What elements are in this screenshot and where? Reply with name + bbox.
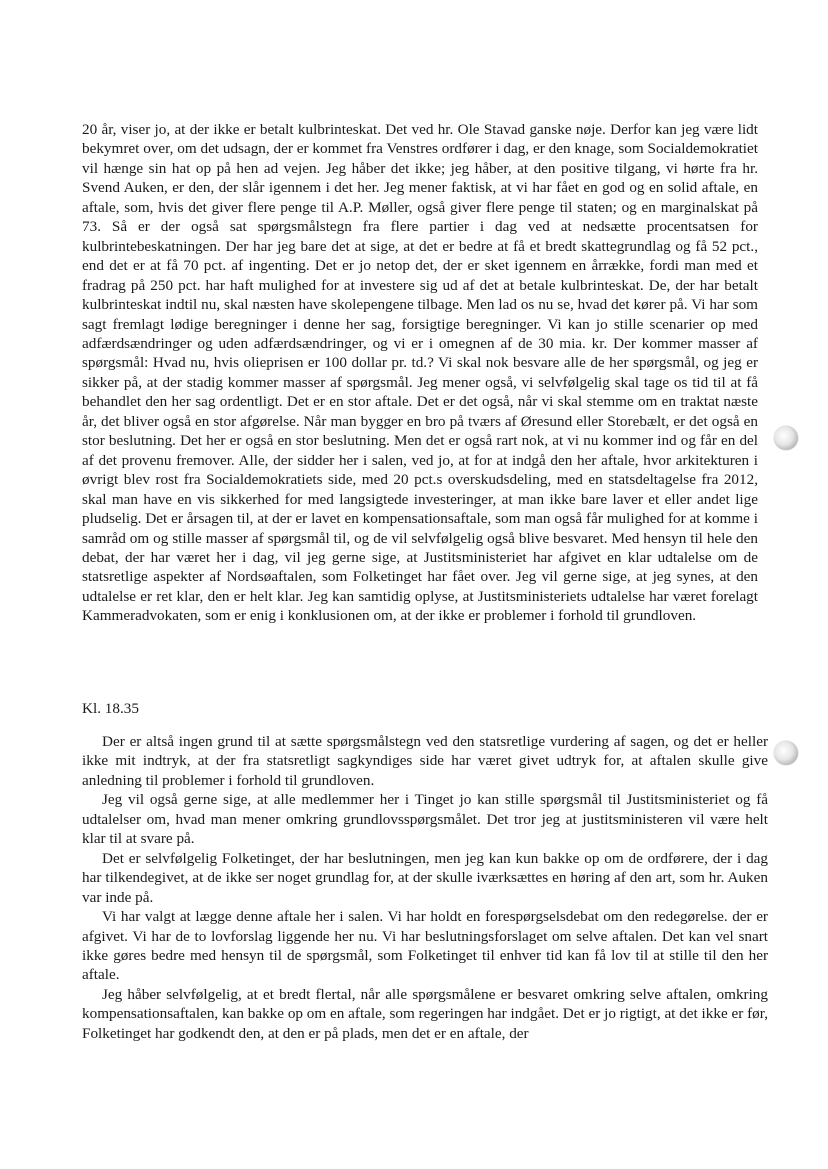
body-paragraphs (82, 732, 768, 1043)
paragraph-1: 20 år, viser jo, at der ikke er betalt kulbrinteskat. Det ved hr. Ole Stavad ganske nøje. Derfor kan jeg være lidt bekymret over, om det udsagn, der er kommet fra Venstres ordfører i dag, er den knage, som Socialdemokratiet vil hænge sin hat op på hen ad vejen. Jeg håber det ikke; jeg håber, at den positive tilgang, vi hørte fra hr. Svend Auken, er den, der slår igennem i det her. Jeg mener faktisk, at vi har fået en god og en solid aftale, en aftale, som, hvis det giver flere penge til A.P. Møller, også giver flere penge til staten; og en marginalskat på 73. Så er der også sat spørgsmålstegn fra flere partier i dag ved at nedsætte procentsatsen for kulbrintebeskatningen. Der har jeg bare det at sige, at det er bedre at få et bredt skattegrundlag og få 52 pct., end det er at få 70 pct. af ingenting. Det er jo netop det, der er sket igennem en årrække, fordi man med et fradrag på 250 pct. har haft mulighed for at investere sig ud af det at betale kulbrinteskat. De, der har betalt kulbrinteskat indtil nu, skal næsten have skolepengene tilbage. Men lad os nu se, hvad det kører på. Vi har som sagt fremlagt lødige beregninger i denne her sag, forsigtige beregninger. Vi kan jo stille scenarier op med adfærdsændringer og uden adfærdsændringer, og vi er i omegnen af de 30 mia. kr. Der kommer masser af spørgsmål: Hvad nu, hvis olieprisen er 100 dollar pr. td.? Vi skal nok besvare alle de her spørgsmål, og jeg er sikker på, at der stadig kommer masser af spørgsmål. Jeg mener også, vi selvfølgelig skal tage os tid til at få behandlet den her sag ordentligt. Det er en stor aftale. Det er det også, når vi skal stemme om en traktat næste år, det bliver også en stor afgørelse. Når man bygger en bro på tværs af Øresund eller Storebælt, er det også en stor beslutning. Det her er også en stor beslutning. Men det er også rart nok, at vi nu kommer ind og får en del af det provenu fremover. Alle, der sidder her i salen, ved jo, at for at indgå den her aftale, hvor arkitekturen i øvrigt blev rost fra Socialdemokratiets side, med 20 pct.s overskudsdeling, med en statsdeltagelse fra 2012, skal man have en vis sikkerhed for med langsigtede investeringer, at man ikke bare laver et eller andet lige pludselig. Det er årsagen til, at der er lavet en kompensationsaftale, som man også får mulighed for at komme i samråd om og stille masser af spørgsmål til, og de vil selvfølgelig også blive besvaret. Med hensyn til hele den debat, der har været her i dag, vil jeg gerne sige, at Justitsministeriet har afgivet en klar udtalelse om de statsretlige aspekter af Nordsøaftalen, som Folketinget har fået over. Jeg vil gerne sige, at jeg synes, at den udtalelse er ret klar, den er helt klar. Jeg kan samtidig oplyse, at Justitsministeriets udtalelse har været forelagt Kammeradvokaten, som er enig i konklusionen om, at der ikke er problemer i forhold til grundloven. (82, 121, 758, 625)
paragraph-6: Jeg håber selvfølgelig, at et bredt flertal, når alle spørgsmålene er besvaret omkring selve aftalen, omkring kompensationsaftalen, kan bakke op om en aftale, som regeringen har indgået. Det er jo rigtigt, at det ikke er før, Folketinget har godkendt den, at den er på plads, men det er en aftale, der (82, 985, 768, 1042)
punch-hole-icon (774, 426, 798, 450)
paragraph-3: Jeg vil også gerne sige, at alle medlemmer her i Tinget jo kan stille spørgsmål til Justitsministeriet og få udtalelser om, hvad man mener omkring grundlovsspørgsmålet. Det tror jeg at justitsministeren vil være helt klar til at svare på. (82, 791, 768, 848)
paragraph-2: Der er altså ingen grund til at sætte spørgsmålstegn ved den statsretlige vurdering af sagen, og det er heller ikke mit indtryk, at der fra statsretligt sagkyndiges side har været givet udtryk for, at aftalen skulle give anledning til problemer i forhold til grundloven. (82, 733, 768, 789)
paragraph-5: Vi har valgt at lægge denne aftale her i salen. Vi har holdt en forespørgselsdebat om den redegørelse. der er afgivet. Vi har de to lovforslag liggende her nu. Vi har beslutningsforslaget om selve aftalen. Det kan vel snart ikke gøres bedre med hensyn til de spørgsmål, som Folketinget til enhver tid kan få lov til at stille til den her aftale. (82, 908, 768, 984)
time-marker: Kl. 18.35 (82, 700, 139, 717)
paragraph-4: Det er selvfølgelig Folketinget, der har beslutningen, men jeg kan kun bakke op om de ordførere, der i dag har tilkendegivet, at de ikke ser noget grundlag for, at der skulle iværksættes en høring af den art, som hr. Auken var inde på. (82, 849, 768, 906)
punch-hole-icon (774, 741, 798, 765)
